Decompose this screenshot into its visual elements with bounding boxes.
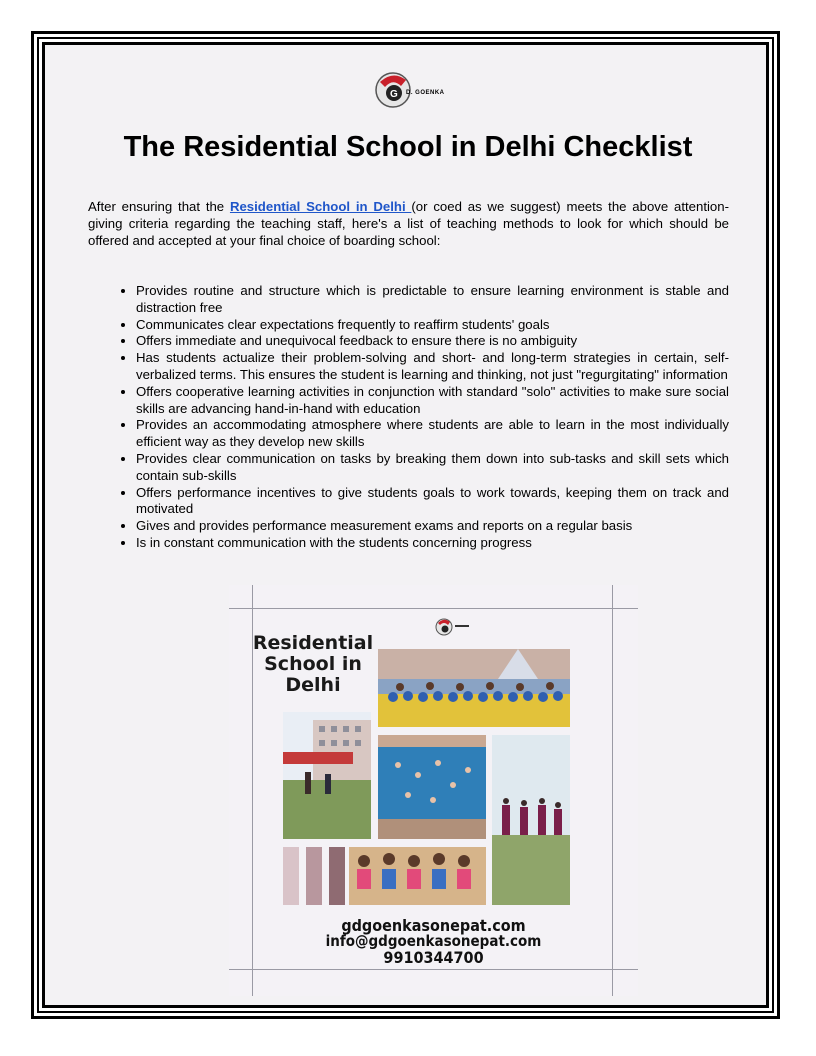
poster-logo xyxy=(435,616,471,638)
list-item: • Offers performance incentives to give students goals to work towards, keeping them on track and motivated xyxy=(136,485,729,519)
poster-title-line: School in xyxy=(264,653,362,675)
poster-website: gdgoenkasonepat.com xyxy=(341,916,526,935)
poster-guide-line xyxy=(229,608,638,609)
list-item: • Communicates clear expectations frequently to reaffirm students' goals xyxy=(136,317,729,334)
school-poster xyxy=(229,585,638,996)
poster-guide-line xyxy=(229,969,638,970)
students-group-photo xyxy=(378,649,570,727)
list-item: • Provides routine and structure which is predictable to ensure learning environment is stable and distraction free xyxy=(136,283,729,317)
teaching-methods-list xyxy=(88,283,729,552)
poster-title-line: Delhi xyxy=(285,674,341,696)
intro-text-before: After ensuring that the xyxy=(88,199,230,214)
list-item: • Offers immediate and unequivocal feedback to ensure there is no ambiguity xyxy=(136,333,729,350)
page-title: The Residential School in Delhi Checklist xyxy=(123,131,693,163)
list-item: • Offers cooperative learning activities in conjunction with standard "solo" activities to make sure social skills are advancing hand-in-hand with education xyxy=(136,384,729,418)
dance-performance-photo xyxy=(492,735,570,905)
list-item: • Gives and provides performance measurement exams and reports on a regular basis xyxy=(136,518,729,535)
poster-title-line: Residential xyxy=(252,632,374,654)
intro-text-after: (or coed as we suggest) meets the above attention-giving criteria regarding the teaching staff, here's a list of teaching methods to look for which should be offered and accepted at your final choice of boarding school: xyxy=(88,199,729,248)
school-building-photo xyxy=(283,712,371,839)
list-item: • Provides clear communication on tasks by breaking them down into sub-tasks and skill sets which contain sub-skills xyxy=(136,451,729,485)
children-activity-photo xyxy=(349,847,486,905)
poster-email: info@gdgoenkasonepat.com xyxy=(325,932,542,950)
color-swatch xyxy=(283,847,299,905)
color-swatch xyxy=(306,847,322,905)
swimming-pool-photo xyxy=(378,735,486,839)
poster-phone: 9910344700 xyxy=(383,948,484,967)
svg-text:G: G xyxy=(390,89,398,100)
list-item: • Is in constant communication with the students concerning progress xyxy=(136,535,729,552)
list-item: • Has students actualize their problem-solving and short- and long-term strategies in certain, self-verbalized terms. This ensures the student is learning and thinking, not just "regurgitating" information xyxy=(136,350,729,384)
poster-title xyxy=(251,633,375,696)
list-item: • Provides an accommodating atmosphere where students are able to learn in the most individually efficient way as they develop new skills xyxy=(136,417,729,451)
logo-text: D. GOENKA xyxy=(406,90,445,96)
intro-paragraph xyxy=(88,198,729,249)
color-swatch xyxy=(329,847,345,905)
residential-school-link[interactable]: Residential School in Delhi xyxy=(229,199,412,214)
